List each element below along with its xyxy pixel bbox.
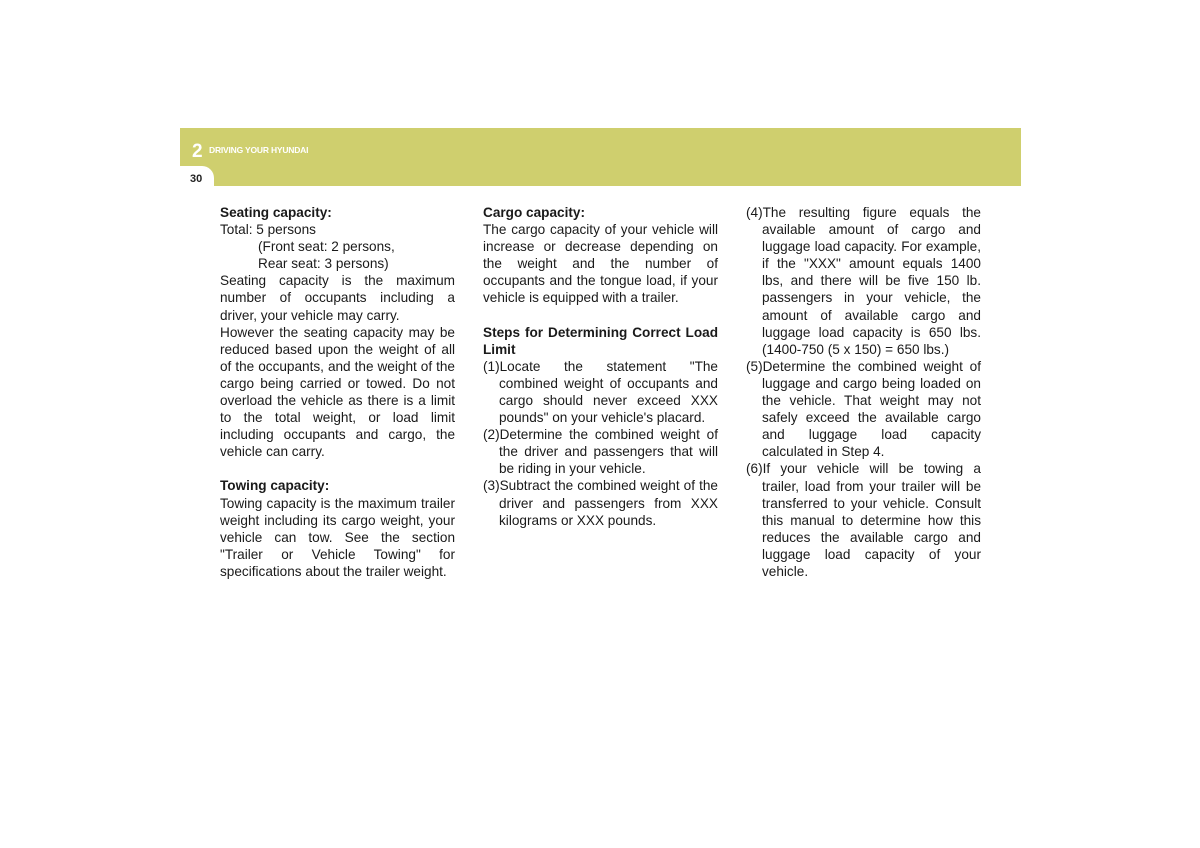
text-column-3 xyxy=(746,204,981,580)
spacer xyxy=(220,460,455,477)
seating-however-paragraph: However the seating capacity may be reduced based upon the weight of all of the occupants, and the weight of the cargo being carried or towed. Do not overload the vehicle as there is a limit to the total weight, or load limit including occupants and cargo, the vehicle can carry. xyxy=(220,324,455,460)
step-2: (2)Determine the combined weight of the driver and passengers that will be riding in your vehicle. xyxy=(483,427,718,477)
step-5: (5)Determine the combined weight of luggage and cargo being loaded on the vehicle. That weight may not safely exceed the available cargo and luggage load capacity calculated in Step 4. xyxy=(746,358,981,460)
towing-description: Towing capacity is the maximum trailer weight including its cargo weight, your vehicle can tow. See the section "Trailer or Vehicle Towing" for specifications about the trailer weight. xyxy=(220,495,455,579)
seating-front: (Front seat: 2 persons, xyxy=(258,239,395,255)
seating-rear: Rear seat: 3 persons) xyxy=(258,256,389,272)
text-column-1 xyxy=(220,204,455,580)
cargo-capacity-heading: Cargo capacity: xyxy=(483,205,585,220)
step-3: (3)Subtract the combined weight of the driver and passengers from XXX kilograms or XXX pounds. xyxy=(483,478,718,528)
step-6: (6)If your vehicle will be towing a trailer, load from your trailer will be transferred to your vehicle. Consult this manual to determine how this reduces the available cargo and luggage load capacity of your vehicle. xyxy=(746,461,981,579)
seating-total: Total: 5 persons xyxy=(220,222,316,238)
steps-heading: Steps for Determining Correct Load Limit xyxy=(483,324,718,357)
seating-description: Seating capacity is the maximum number of occupants including a driver, your vehicle may carry. xyxy=(220,273,455,323)
chapter-number: 2 xyxy=(192,141,203,162)
spacer xyxy=(483,307,718,324)
step-1: (1)Locate the statement "The combined weight of occupants and cargo should never exceed XXX pounds" on your vehicle's placard. xyxy=(483,358,718,426)
cargo-description: The cargo capacity of your vehicle will increase or decrease depending on the weight and the number of occupants and the tongue load, if your vehicle is equipped with a trailer. xyxy=(483,222,718,306)
seating-capacity-heading: Seating capacity: xyxy=(220,205,332,220)
chapter-title: DRIVING YOUR HYUNDAI xyxy=(209,145,309,155)
towing-capacity-heading: Towing capacity: xyxy=(220,478,330,494)
page-number: 30 xyxy=(190,173,203,185)
text-column-2 xyxy=(483,204,718,529)
chapter-header-band xyxy=(180,128,1021,186)
step-4: (4)The resulting figure equals the available amount of cargo and luggage load capacity. For example, if the "XXX" amount equals 1400 lbs, and there will be five 150 lb. passengers in your vehicle, the amount of available cargo and luggage load capacity is 650 lbs. (1400-750 (5 x 150) = 650 lbs.) xyxy=(746,205,981,357)
